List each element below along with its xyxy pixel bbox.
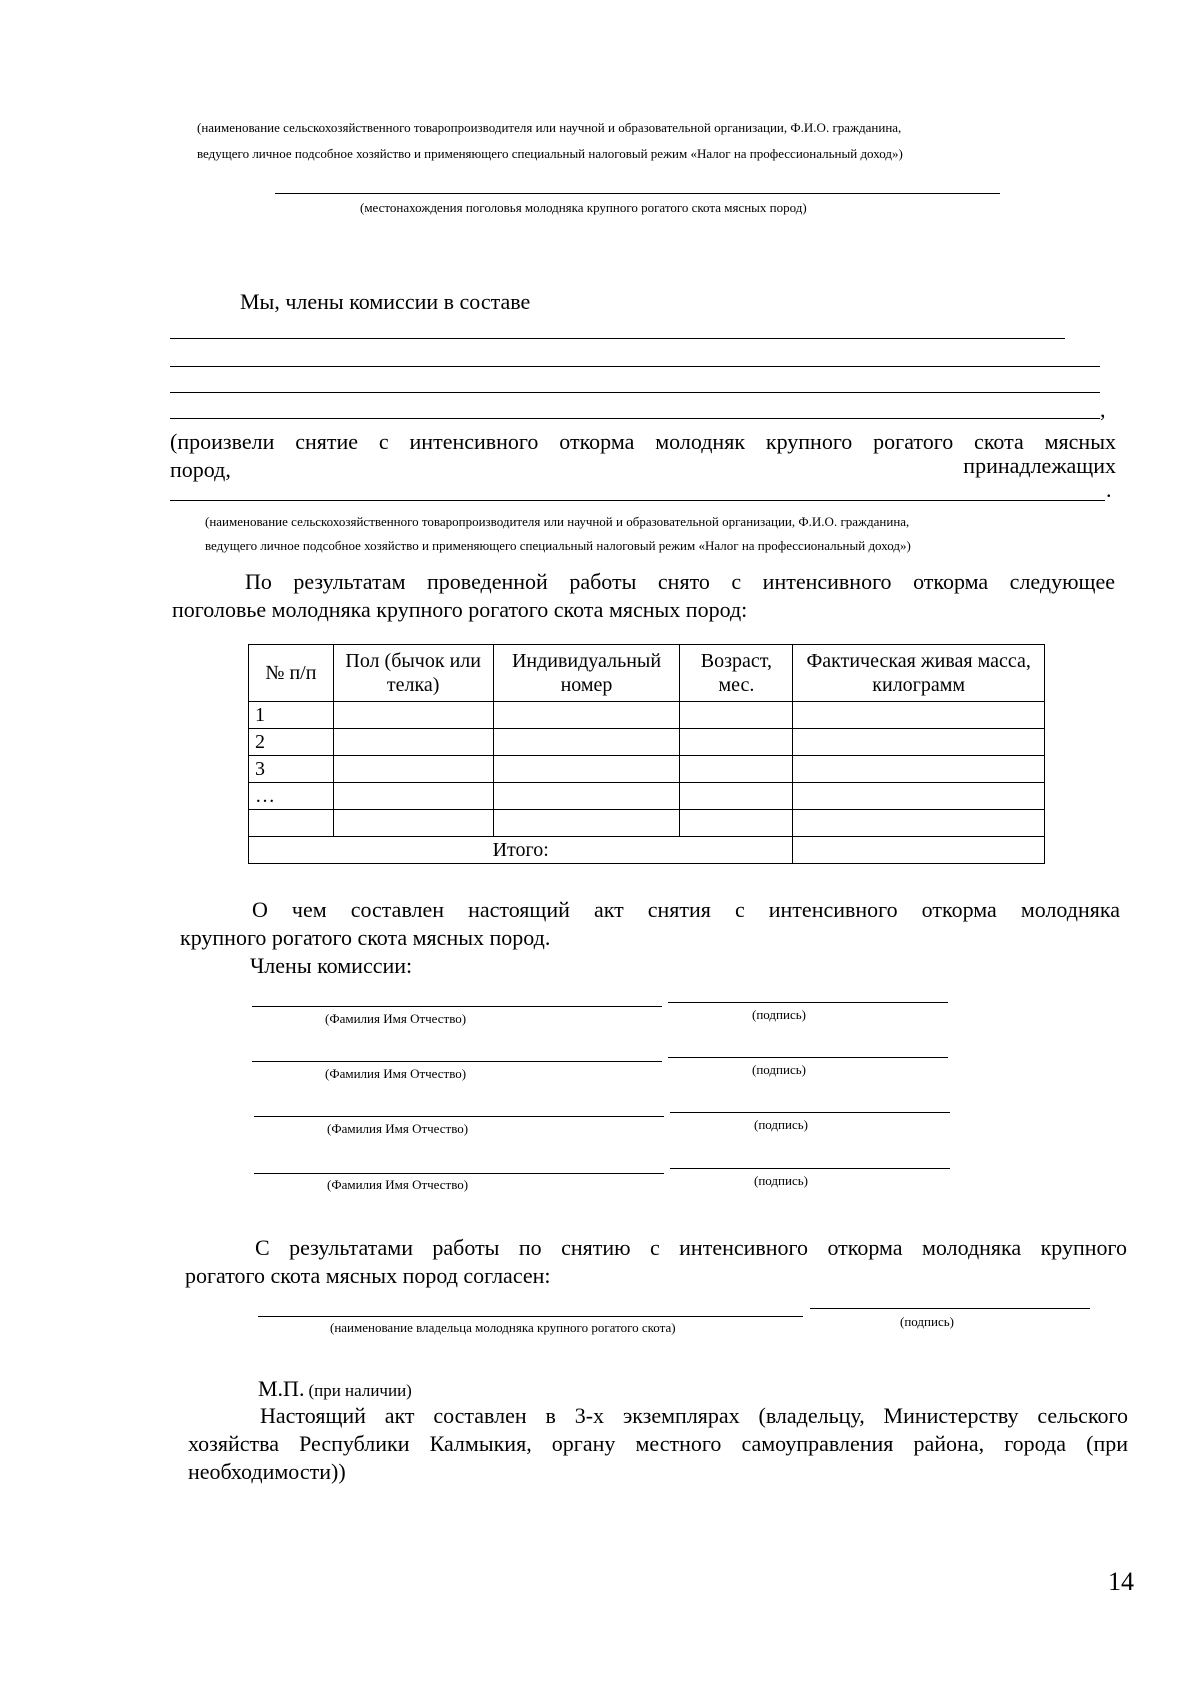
header-id: Индивидуальный номер [493, 645, 680, 702]
table-total-label: Итого: [249, 837, 793, 864]
table-cell: 3 [249, 756, 334, 783]
table-cell [793, 810, 1045, 837]
commission-intro: Мы, члены комиссии в составе [240, 289, 531, 314]
table-cell [793, 756, 1045, 783]
sign-caption: (подпись) [754, 1117, 808, 1132]
table-cell [493, 729, 680, 756]
name-line [252, 1061, 662, 1062]
sign-caption: (подпись) [752, 1062, 806, 1077]
commission-line-2 [170, 366, 1100, 367]
table-row [249, 783, 1045, 810]
table-row [249, 756, 1045, 783]
results-line1: По результатам проведенной работы снято с интенсивного откорма следующее [245, 569, 1115, 594]
name-line [254, 1173, 664, 1174]
sign-caption: (подпись) [754, 1173, 808, 1188]
location-caption: (местонахождения поголовья молодняка крупного рогатого скота мясных пород) [360, 200, 807, 215]
owner-caption-line1: (наименование сельскохозяйственного товаропроизводителя или научной и образовательной организации, Ф.И.О. гражданина, [205, 514, 910, 529]
sign-caption: (подпись) [752, 1007, 806, 1022]
table-header-row [249, 645, 1045, 702]
table-cell [493, 756, 680, 783]
org-caption-line1: (наименование сельскохозяйственного товаропроизводителя или научной и образовательной организации, Ф.И.О. гражданина, [197, 120, 902, 135]
location-underline [275, 193, 1000, 194]
agreement-line1: С результатами работы по снятию с интенсивного откорма молодняка крупного [255, 1235, 1127, 1260]
name-caption: (Фамилия Имя Отчество) [325, 1066, 467, 1081]
table-cell [680, 729, 793, 756]
sign-line [670, 1112, 950, 1113]
table-cell [493, 783, 680, 810]
conclusion-line1: О чем составлен настоящий акт снятия с интенсивного откорма молодняка [252, 897, 1120, 922]
table-row [249, 702, 1045, 729]
table-cell [493, 810, 680, 837]
header-sex: Пол (бычок или телка) [333, 645, 493, 702]
name-line [254, 1116, 664, 1117]
table-cell [680, 810, 793, 837]
table-cell: 1 [249, 702, 334, 729]
table-cell [333, 756, 493, 783]
copies-line2: хозяйства Республики Калмыкия, органу местного самоуправления района, города (при [188, 1431, 1128, 1456]
table-row [249, 729, 1045, 756]
table-cell: … [249, 783, 334, 810]
org-caption-line2: ведущего личное подсобное хозяйство и применяющего специальный налоговый режим «Налог на профессиональный доход») [197, 146, 903, 161]
results-line2: поголовье молодняка крупного рогатого скота мясных пород: [172, 597, 748, 622]
table-cell [793, 783, 1045, 810]
table-cell: 2 [249, 729, 334, 756]
table-cell [793, 729, 1045, 756]
name-line [252, 1006, 662, 1007]
sign-line [668, 1002, 948, 1003]
name-caption: (Фамилия Имя Отчество) [325, 1011, 467, 1026]
copies-line3: необходимости)) [188, 1459, 346, 1484]
stamp-label: М.П. [258, 1376, 305, 1401]
commission-line-3 [170, 392, 1100, 393]
table-row [249, 810, 1045, 837]
table-cell [680, 756, 793, 783]
livestock-table [248, 644, 1045, 864]
owner-sign-line [810, 1308, 1090, 1309]
action-line2-left: пород, [170, 457, 231, 482]
members-label: Члены комиссии: [250, 953, 413, 978]
name-caption: (Фамилия Имя Отчество) [327, 1121, 469, 1136]
owner-caption-line2: ведущего личное подсобное хозяйство и применяющего специальный налоговый режим «Налог на профессиональный доход») [205, 538, 911, 553]
action-line2-right: принадлежащих [963, 453, 1116, 478]
table-cell [249, 810, 334, 837]
action-line1: (произвели снятие с интенсивного откорма молодняк крупного рогатого скота мясных [170, 429, 1116, 454]
owner-name-line [258, 1316, 803, 1317]
page-number: 14 [1108, 1567, 1134, 1596]
header-age: Возраст, мес. [680, 645, 793, 702]
table-cell [333, 783, 493, 810]
commission-line-1 [170, 338, 1065, 339]
table-cell [333, 702, 493, 729]
stamp-place [258, 1376, 412, 1402]
owner-period: . [1106, 477, 1112, 502]
owner-sign-caption: (подпись) [900, 1314, 954, 1329]
table-cell [493, 702, 680, 729]
table-cell [333, 729, 493, 756]
table-total-value [793, 837, 1045, 864]
header-weight: Фактическая живая масса, килограмм [793, 645, 1045, 702]
table-cell [680, 702, 793, 729]
table-cell [333, 810, 493, 837]
sign-line [668, 1057, 948, 1058]
agreement-line2: рогатого скота мясных пород согласен: [185, 1263, 551, 1288]
conclusion-line2: крупного рогатого скота мясных пород. [180, 925, 551, 950]
owner-caption: (наименование владельца молодняка крупного рогатого скота) [330, 1320, 676, 1335]
copies-line1: Настоящий акт составлен в 3-х экземплярах (владельцу, Министерству сельского [260, 1403, 1128, 1428]
table-cell [680, 783, 793, 810]
table-total-row [249, 837, 1045, 864]
owner-underline [170, 500, 1105, 501]
commission-line-4 [170, 418, 1100, 419]
header-number: № п/п [249, 645, 334, 702]
table-cell [793, 702, 1045, 729]
name-caption: (Фамилия Имя Отчество) [327, 1177, 469, 1192]
sign-line [670, 1168, 950, 1169]
commission-comma: , [1100, 397, 1106, 422]
stamp-note: (при наличии) [308, 1381, 412, 1400]
